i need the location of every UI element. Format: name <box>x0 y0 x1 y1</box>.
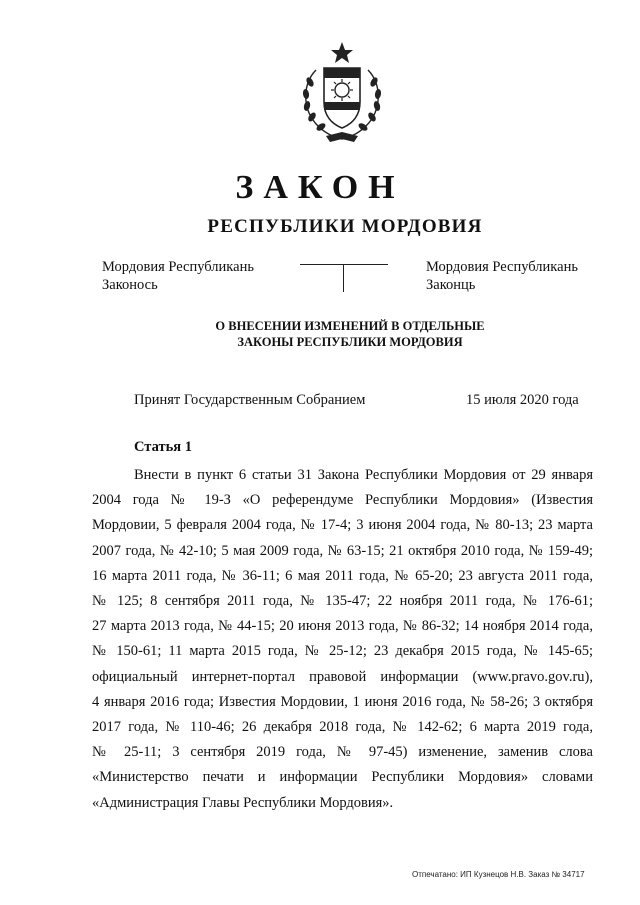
law-name-line-2: ЗАКОНЫ РЕСПУБЛИКИ МОРДОВИЯ <box>237 335 463 349</box>
body-line: № 25-11; 3 сентября 2019 года, № 97-45) изменение, заменив слова <box>92 744 593 761</box>
body-line: 2004 года № 19-З «О референдуме Республики Мордовия» (Известия <box>92 492 593 509</box>
body-line: 16 марта 2011 года, № 36-11; 6 мая 2011 года, № 65-20; 23 августа 2011 года, <box>92 567 593 584</box>
mordovian-title-left <box>102 258 254 294</box>
body-line: «Администрация Главы Республики Мордовия». <box>92 794 394 811</box>
divider-horizontal <box>300 264 388 265</box>
body-line: Внести в пункт 6 статьи 31 Закона Республики Мордовия от 29 января <box>134 467 593 483</box>
document-subtitle: РЕСПУБЛИКИ МОРДОВИЯ <box>207 216 483 237</box>
mordovian-right-line-1: Мордовия Республикань <box>426 259 578 275</box>
body-line: № 125; 8 сентября 2011 года, № 135-47; 22 ноября 2011 года, № 176-61; <box>92 593 593 610</box>
divider-vertical <box>343 264 344 292</box>
body-line: «Министерство печати и информации Республики Мордовия» словами <box>92 769 593 786</box>
article-body <box>92 463 593 816</box>
body-line: № 150-61; 11 марта 2015 года, № 25-12; 23 декабря 2015 года, № 145-65; <box>92 643 593 660</box>
body-line: 2017 года, № 110-46; 26 декабря 2018 года, № 142-62; 6 марта 2019 года, <box>92 719 593 736</box>
mordovian-title-right <box>426 258 578 294</box>
printer-imprint: Отпечатано: ИП Кузнецов Н.В. Заказ № 34717 <box>412 870 585 879</box>
body-line: 27 марта 2013 года, № 44-15; 20 июня 2013 года, № 86-32; 14 ноября 2014 года, <box>92 618 593 635</box>
adoption-text: Принят Государственным Собранием <box>134 392 366 408</box>
mordovian-left-line-1: Мордовия Республикань <box>102 259 254 275</box>
body-line: 2007 года, № 42-10; 5 мая 2009 года, № 63-15; 21 октября 2010 года, № 159-49; <box>92 542 593 559</box>
adoption-date: 15 июля 2020 года <box>466 392 579 408</box>
mordovian-left-line-2: Законось <box>102 277 158 293</box>
law-name-line-1: О ВНЕСЕНИИ ИЗМЕНЕНИЙ В ОТДЕЛЬНЫЕ <box>215 319 485 333</box>
body-line: официальный интернет-портал правовой информации (www.pravo.gov.ru), <box>92 668 593 685</box>
body-line: Мордовии, 5 февраля 2004 года, № 17-4; 3 июня 2004 года, № 80-13; 23 марта <box>92 517 593 534</box>
article-heading: Статья 1 <box>134 439 192 455</box>
body-line: 4 января 2016 года; Известия Мордовии, 1 июня 2016 года, № 58-26; 3 октября <box>92 693 593 710</box>
document-title: ЗАКОН <box>235 169 405 206</box>
coat-of-arms-icon <box>296 40 388 144</box>
law-name <box>0 318 640 350</box>
mordovian-right-line-2: Законць <box>426 277 476 293</box>
